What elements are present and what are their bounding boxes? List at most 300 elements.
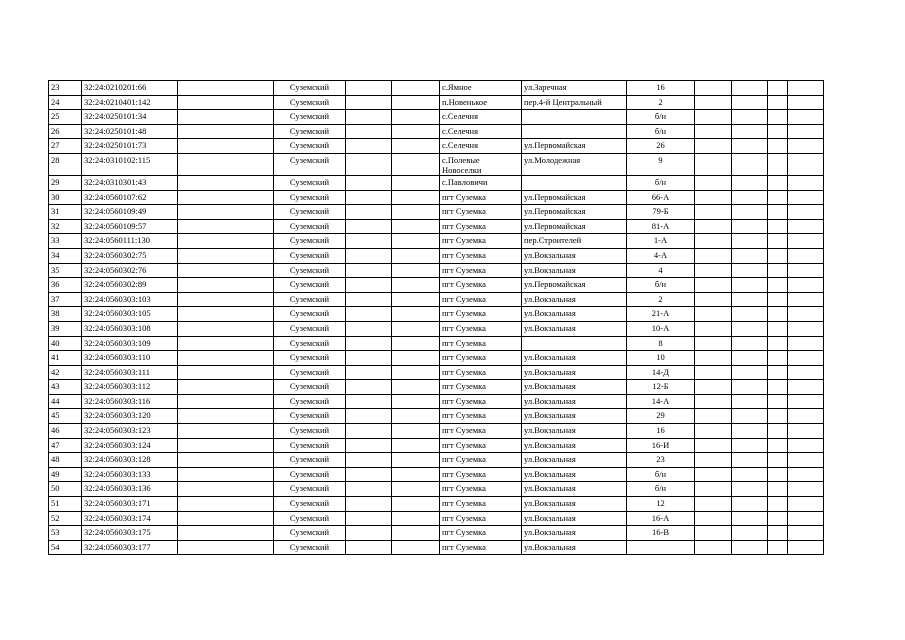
- row-number-cell: 26: [49, 124, 82, 139]
- district-cell: Суземский: [274, 81, 346, 96]
- street-cell: [522, 124, 627, 139]
- empty-cell: [768, 351, 788, 366]
- empty-cell: [346, 424, 392, 439]
- empty-cell: [768, 139, 788, 154]
- empty-cell: [392, 205, 440, 220]
- empty-cell: [768, 234, 788, 249]
- empty-cell: [788, 124, 824, 139]
- cadastral-number-cell: 32:24:0560109:57: [82, 219, 178, 234]
- table-row: [49, 175, 824, 190]
- settlement-cell: пгт Суземка: [440, 540, 522, 555]
- empty-cell: [392, 336, 440, 351]
- table-row: [49, 540, 824, 555]
- empty-cell: [695, 307, 732, 322]
- cadastral-number-cell: 32:24:0310301:43: [82, 175, 178, 190]
- street-cell: ул.Вокзальная: [522, 540, 627, 555]
- empty-cell: [346, 278, 392, 293]
- empty-cell: [695, 81, 732, 96]
- empty-cell: [768, 321, 788, 336]
- empty-cell: [178, 409, 274, 424]
- settlement-cell: пгт Суземка: [440, 336, 522, 351]
- empty-cell: [392, 95, 440, 110]
- empty-cell: [768, 81, 788, 96]
- empty-cell: [178, 110, 274, 125]
- empty-cell: [178, 336, 274, 351]
- table-row: [49, 153, 824, 175]
- empty-cell: [392, 248, 440, 263]
- district-cell: Суземский: [274, 321, 346, 336]
- street-cell: пер.Строителей: [522, 234, 627, 249]
- street-cell: ул.Вокзальная: [522, 263, 627, 278]
- row-number-cell: 40: [49, 336, 82, 351]
- street-cell: ул.Вокзальная: [522, 482, 627, 497]
- empty-cell: [178, 81, 274, 96]
- settlement-cell: пгт Суземка: [440, 526, 522, 541]
- empty-cell: [788, 81, 824, 96]
- empty-cell: [392, 153, 440, 175]
- empty-cell: [732, 219, 768, 234]
- house-number-cell: [627, 540, 695, 555]
- empty-cell: [346, 482, 392, 497]
- empty-cell: [178, 424, 274, 439]
- empty-cell: [732, 394, 768, 409]
- empty-cell: [695, 124, 732, 139]
- empty-cell: [346, 95, 392, 110]
- house-number-cell: 12: [627, 497, 695, 512]
- empty-cell: [695, 248, 732, 263]
- empty-cell: [788, 205, 824, 220]
- empty-cell: [732, 190, 768, 205]
- empty-cell: [695, 234, 732, 249]
- table-row: [49, 409, 824, 424]
- empty-cell: [788, 307, 824, 322]
- house-number-cell: б/н: [627, 278, 695, 293]
- house-number-cell: 81-А: [627, 219, 695, 234]
- empty-cell: [695, 263, 732, 278]
- settlement-cell: пгт Суземка: [440, 467, 522, 482]
- row-number-cell: 36: [49, 278, 82, 293]
- settlement-cell: пгт Суземка: [440, 278, 522, 293]
- house-number-cell: 14-А: [627, 394, 695, 409]
- district-cell: Суземский: [274, 234, 346, 249]
- cadastral-number-cell: 32:24:0560303:116: [82, 394, 178, 409]
- empty-cell: [178, 292, 274, 307]
- row-number-cell: 42: [49, 365, 82, 380]
- empty-cell: [695, 438, 732, 453]
- table-row: [49, 248, 824, 263]
- empty-cell: [392, 540, 440, 555]
- district-cell: Суземский: [274, 438, 346, 453]
- empty-cell: [768, 205, 788, 220]
- cadastral-number-cell: 32:24:0560107:62: [82, 190, 178, 205]
- settlement-cell: пгт Суземка: [440, 292, 522, 307]
- empty-cell: [788, 110, 824, 125]
- empty-cell: [695, 394, 732, 409]
- empty-cell: [178, 205, 274, 220]
- empty-cell: [695, 482, 732, 497]
- settlement-cell: пгт Суземка: [440, 234, 522, 249]
- cadastral-number-cell: 32:24:0560303:128: [82, 453, 178, 468]
- house-number-cell: 10: [627, 351, 695, 366]
- settlement-cell: пгт Суземка: [440, 248, 522, 263]
- empty-cell: [178, 153, 274, 175]
- empty-cell: [695, 278, 732, 293]
- row-number-cell: 47: [49, 438, 82, 453]
- empty-cell: [732, 497, 768, 512]
- district-cell: Суземский: [274, 482, 346, 497]
- empty-cell: [695, 292, 732, 307]
- empty-cell: [732, 278, 768, 293]
- street-cell: ул.Первомайская: [522, 190, 627, 205]
- empty-cell: [392, 511, 440, 526]
- district-cell: Суземский: [274, 467, 346, 482]
- district-cell: Суземский: [274, 124, 346, 139]
- empty-cell: [392, 307, 440, 322]
- empty-cell: [178, 321, 274, 336]
- cadastral-number-cell: 32:24:0560303:109: [82, 336, 178, 351]
- settlement-cell: пгт Суземка: [440, 205, 522, 220]
- settlement-cell: пгт Суземка: [440, 365, 522, 380]
- table-row: [49, 365, 824, 380]
- empty-cell: [178, 95, 274, 110]
- street-cell: ул.Вокзальная: [522, 292, 627, 307]
- district-cell: Суземский: [274, 248, 346, 263]
- district-cell: Суземский: [274, 351, 346, 366]
- empty-cell: [178, 453, 274, 468]
- street-cell: ул.Вокзальная: [522, 453, 627, 468]
- house-number-cell: 79-Б: [627, 205, 695, 220]
- empty-cell: [346, 292, 392, 307]
- settlement-cell: с.Селечня: [440, 139, 522, 154]
- empty-cell: [768, 467, 788, 482]
- district-cell: Суземский: [274, 292, 346, 307]
- settlement-cell: пгт Суземка: [440, 307, 522, 322]
- table-row: [49, 394, 824, 409]
- cadastral-number-cell: 32:24:0560303:120: [82, 409, 178, 424]
- empty-cell: [346, 540, 392, 555]
- house-number-cell: 29: [627, 409, 695, 424]
- settlement-cell: пгт Суземка: [440, 453, 522, 468]
- table-row: [49, 453, 824, 468]
- street-cell: [522, 175, 627, 190]
- empty-cell: [788, 467, 824, 482]
- empty-cell: [346, 153, 392, 175]
- table-row: [49, 139, 824, 154]
- district-cell: Суземский: [274, 278, 346, 293]
- empty-cell: [178, 234, 274, 249]
- table-row: [49, 526, 824, 541]
- settlement-cell: пгт Суземка: [440, 219, 522, 234]
- empty-cell: [695, 540, 732, 555]
- empty-cell: [732, 511, 768, 526]
- empty-cell: [392, 321, 440, 336]
- table-row: [49, 292, 824, 307]
- table-row: [49, 321, 824, 336]
- street-cell: ул.Первомайская: [522, 219, 627, 234]
- cadastral-number-cell: 32:24:0560303:124: [82, 438, 178, 453]
- table-body: [49, 81, 824, 555]
- empty-cell: [695, 139, 732, 154]
- empty-cell: [732, 95, 768, 110]
- empty-cell: [768, 153, 788, 175]
- empty-cell: [178, 380, 274, 395]
- table-row: [49, 380, 824, 395]
- house-number-cell: 2: [627, 95, 695, 110]
- district-cell: Суземский: [274, 205, 346, 220]
- empty-cell: [392, 110, 440, 125]
- empty-cell: [768, 511, 788, 526]
- cadastral-number-cell: 32:24:0560303:171: [82, 497, 178, 512]
- district-cell: Суземский: [274, 219, 346, 234]
- settlement-cell: с.Селечня: [440, 124, 522, 139]
- cadastral-number-cell: 32:24:0250101:73: [82, 139, 178, 154]
- empty-cell: [392, 424, 440, 439]
- empty-cell: [732, 292, 768, 307]
- empty-cell: [768, 336, 788, 351]
- settlement-cell: пгт Суземка: [440, 424, 522, 439]
- cadastral-number-cell: 32:24:0560303:177: [82, 540, 178, 555]
- street-cell: ул.Заречная: [522, 81, 627, 96]
- settlement-cell: с.Павловичи: [440, 175, 522, 190]
- street-cell: ул.Вокзальная: [522, 438, 627, 453]
- empty-cell: [178, 190, 274, 205]
- empty-cell: [346, 205, 392, 220]
- empty-cell: [768, 95, 788, 110]
- row-number-cell: 32: [49, 219, 82, 234]
- district-cell: Суземский: [274, 175, 346, 190]
- district-cell: Суземский: [274, 380, 346, 395]
- empty-cell: [392, 139, 440, 154]
- cadastral-number-cell: 32:24:0560303:133: [82, 467, 178, 482]
- empty-cell: [695, 380, 732, 395]
- street-cell: ул.Вокзальная: [522, 394, 627, 409]
- empty-cell: [768, 453, 788, 468]
- empty-cell: [178, 497, 274, 512]
- street-cell: ул.Первомайская: [522, 139, 627, 154]
- row-number-cell: 30: [49, 190, 82, 205]
- row-number-cell: 50: [49, 482, 82, 497]
- empty-cell: [392, 365, 440, 380]
- district-cell: Суземский: [274, 424, 346, 439]
- row-number-cell: 49: [49, 467, 82, 482]
- row-number-cell: 45: [49, 409, 82, 424]
- empty-cell: [788, 365, 824, 380]
- empty-cell: [695, 424, 732, 439]
- empty-cell: [178, 175, 274, 190]
- empty-cell: [732, 307, 768, 322]
- district-cell: Суземский: [274, 365, 346, 380]
- table-row: [49, 351, 824, 366]
- cadastral-number-cell: 32:24:0310102:115: [82, 153, 178, 175]
- empty-cell: [768, 292, 788, 307]
- empty-cell: [768, 175, 788, 190]
- empty-cell: [788, 95, 824, 110]
- empty-cell: [732, 248, 768, 263]
- empty-cell: [392, 234, 440, 249]
- street-cell: пер.4-й Центральный: [522, 95, 627, 110]
- empty-cell: [732, 234, 768, 249]
- table-row: [49, 307, 824, 322]
- empty-cell: [768, 482, 788, 497]
- district-cell: Суземский: [274, 190, 346, 205]
- district-cell: Суземский: [274, 110, 346, 125]
- house-number-cell: 1-А: [627, 234, 695, 249]
- empty-cell: [768, 190, 788, 205]
- empty-cell: [788, 351, 824, 366]
- empty-cell: [346, 139, 392, 154]
- empty-cell: [392, 526, 440, 541]
- street-cell: ул.Молодежная: [522, 153, 627, 175]
- empty-cell: [178, 307, 274, 322]
- district-cell: Суземский: [274, 153, 346, 175]
- row-number-cell: 39: [49, 321, 82, 336]
- street-cell: ул.Первомайская: [522, 205, 627, 220]
- empty-cell: [346, 307, 392, 322]
- empty-cell: [732, 424, 768, 439]
- settlement-cell: пгт Суземка: [440, 511, 522, 526]
- empty-cell: [732, 365, 768, 380]
- house-number-cell: 16: [627, 424, 695, 439]
- empty-cell: [392, 409, 440, 424]
- district-cell: Суземский: [274, 526, 346, 541]
- district-cell: Суземский: [274, 540, 346, 555]
- cadastral-number-cell: 32:24:0560303:175: [82, 526, 178, 541]
- cadastral-number-cell: 32:24:0560302:75: [82, 248, 178, 263]
- row-number-cell: 52: [49, 511, 82, 526]
- row-number-cell: 23: [49, 81, 82, 96]
- settlement-cell: пгт Суземка: [440, 438, 522, 453]
- empty-cell: [695, 321, 732, 336]
- property-table: [48, 80, 824, 555]
- table-row: [49, 278, 824, 293]
- row-number-cell: 51: [49, 497, 82, 512]
- table-row: [49, 205, 824, 220]
- empty-cell: [346, 497, 392, 512]
- empty-cell: [695, 351, 732, 366]
- empty-cell: [788, 482, 824, 497]
- row-number-cell: 43: [49, 380, 82, 395]
- empty-cell: [732, 438, 768, 453]
- empty-cell: [695, 453, 732, 468]
- cadastral-number-cell: 32:24:0560302:76: [82, 263, 178, 278]
- empty-cell: [392, 81, 440, 96]
- empty-cell: [695, 219, 732, 234]
- table-row: [49, 482, 824, 497]
- cadastral-number-cell: 32:24:0560303:105: [82, 307, 178, 322]
- empty-cell: [732, 263, 768, 278]
- empty-cell: [346, 467, 392, 482]
- empty-cell: [788, 321, 824, 336]
- empty-cell: [768, 526, 788, 541]
- empty-cell: [788, 511, 824, 526]
- empty-cell: [695, 467, 732, 482]
- house-number-cell: 16-И: [627, 438, 695, 453]
- house-number-cell: 2: [627, 292, 695, 307]
- row-number-cell: 38: [49, 307, 82, 322]
- empty-cell: [788, 278, 824, 293]
- empty-cell: [346, 124, 392, 139]
- table-row: [49, 124, 824, 139]
- empty-cell: [732, 124, 768, 139]
- table-row: [49, 438, 824, 453]
- empty-cell: [178, 467, 274, 482]
- house-number-cell: б/н: [627, 467, 695, 482]
- empty-cell: [346, 380, 392, 395]
- empty-cell: [732, 81, 768, 96]
- district-cell: Суземский: [274, 307, 346, 322]
- settlement-cell: пгт Суземка: [440, 409, 522, 424]
- district-cell: Суземский: [274, 95, 346, 110]
- table-row: [49, 424, 824, 439]
- house-number-cell: 12-Б: [627, 380, 695, 395]
- empty-cell: [768, 219, 788, 234]
- street-cell: ул.Вокзальная: [522, 526, 627, 541]
- empty-cell: [392, 219, 440, 234]
- empty-cell: [788, 153, 824, 175]
- table-row: [49, 95, 824, 110]
- empty-cell: [768, 365, 788, 380]
- empty-cell: [788, 263, 824, 278]
- empty-cell: [346, 263, 392, 278]
- empty-cell: [732, 467, 768, 482]
- empty-cell: [178, 351, 274, 366]
- row-number-cell: 44: [49, 394, 82, 409]
- empty-cell: [346, 453, 392, 468]
- settlement-cell: с.Ямное: [440, 81, 522, 96]
- empty-cell: [346, 81, 392, 96]
- house-number-cell: 66-А: [627, 190, 695, 205]
- empty-cell: [346, 248, 392, 263]
- district-cell: Суземский: [274, 453, 346, 468]
- empty-cell: [346, 409, 392, 424]
- cadastral-number-cell: 32:24:0560303:123: [82, 424, 178, 439]
- empty-cell: [695, 175, 732, 190]
- empty-cell: [788, 497, 824, 512]
- empty-cell: [768, 497, 788, 512]
- empty-cell: [346, 365, 392, 380]
- street-cell: ул.Вокзальная: [522, 511, 627, 526]
- street-cell: [522, 110, 627, 125]
- table-row: [49, 219, 824, 234]
- empty-cell: [788, 292, 824, 307]
- district-cell: Суземский: [274, 394, 346, 409]
- empty-cell: [732, 526, 768, 541]
- cadastral-number-cell: 32:24:0560109:49: [82, 205, 178, 220]
- cadastral-number-cell: 32:24:0560303:108: [82, 321, 178, 336]
- empty-cell: [732, 321, 768, 336]
- empty-cell: [732, 409, 768, 424]
- settlement-cell: п.Новенькое: [440, 95, 522, 110]
- empty-cell: [178, 248, 274, 263]
- empty-cell: [392, 394, 440, 409]
- house-number-cell: 9: [627, 153, 695, 175]
- row-number-cell: 24: [49, 95, 82, 110]
- table-row: [49, 263, 824, 278]
- row-number-cell: 48: [49, 453, 82, 468]
- empty-cell: [695, 153, 732, 175]
- house-number-cell: б/н: [627, 110, 695, 125]
- empty-cell: [768, 248, 788, 263]
- empty-cell: [392, 175, 440, 190]
- settlement-cell: пгт Суземка: [440, 263, 522, 278]
- empty-cell: [732, 351, 768, 366]
- row-number-cell: 25: [49, 110, 82, 125]
- empty-cell: [768, 394, 788, 409]
- empty-cell: [788, 424, 824, 439]
- house-number-cell: 26: [627, 139, 695, 154]
- empty-cell: [392, 497, 440, 512]
- row-number-cell: 34: [49, 248, 82, 263]
